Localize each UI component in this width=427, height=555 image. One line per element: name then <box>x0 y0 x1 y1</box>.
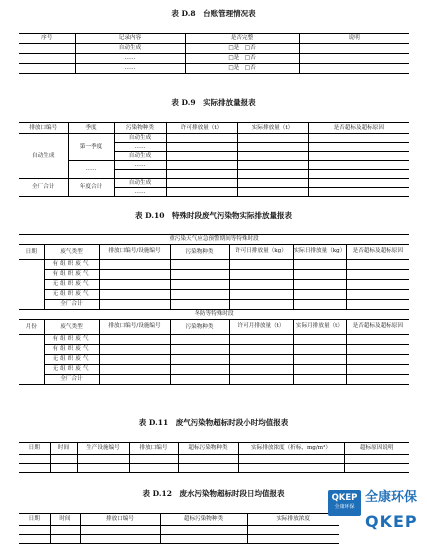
cell <box>229 300 293 310</box>
cell <box>166 134 237 143</box>
cell <box>293 335 346 345</box>
outlet-cell: 自动生成 <box>19 134 68 179</box>
cell <box>308 188 409 197</box>
gas-type-cell: 无组织废气 <box>44 355 99 365</box>
table-row <box>19 464 409 473</box>
cell <box>308 152 409 161</box>
table-d9 <box>19 122 409 197</box>
cell <box>99 335 170 345</box>
cell <box>308 134 409 143</box>
cell <box>293 345 346 355</box>
header-cell: 超标污染物种类 <box>178 443 238 455</box>
cell <box>170 260 229 270</box>
header-cell: 实际排放浓度 <box>247 514 339 526</box>
cell: 自动生成 <box>114 152 166 161</box>
logo-mark-top: QKEP <box>331 493 358 503</box>
cell <box>170 270 229 280</box>
table-d11 <box>19 442 409 473</box>
table-d9-caption: 表 D.9 实际排放量报表 <box>171 98 256 107</box>
header-cell: 说明 <box>299 34 409 44</box>
cell <box>346 270 409 280</box>
header-cell: 时间 <box>50 443 77 455</box>
cell <box>114 170 166 179</box>
cell <box>170 345 229 355</box>
header-cell: 排放口编号/设施编号 <box>99 245 170 260</box>
cell: …… <box>75 54 185 64</box>
checkbox-yes[interactable]: □是 <box>228 65 240 72</box>
header-cell: 记录内容 <box>75 34 185 44</box>
cell <box>99 355 170 365</box>
header-cell: 序号 <box>19 34 75 44</box>
cell <box>293 260 346 270</box>
cell <box>19 44 75 54</box>
logo-name-cn: 全康环保 <box>365 490 418 505</box>
cell <box>170 300 229 310</box>
cell <box>308 161 409 170</box>
header-cell: 许可月排放量（t） <box>229 320 293 335</box>
checkbox-no[interactable]: □否 <box>244 55 256 62</box>
cell <box>308 170 409 179</box>
cell <box>170 375 229 385</box>
cell <box>19 64 75 74</box>
cell <box>229 345 293 355</box>
cell <box>346 280 409 290</box>
header-cell: 实际排放浓度（折标，mg/m³） <box>238 443 344 455</box>
table-row <box>19 44 409 54</box>
header-cell: 废气类型 <box>44 245 99 260</box>
cell <box>293 290 346 300</box>
cell <box>346 355 409 365</box>
checkbox-yes[interactable]: □是 <box>228 45 240 52</box>
header-cell: 污染物种类 <box>170 245 229 260</box>
cell <box>99 365 170 375</box>
cell <box>293 365 346 375</box>
header-cell: 季度 <box>68 123 114 134</box>
total-cell: 全厂合计 <box>44 375 99 385</box>
cell <box>293 270 346 280</box>
gas-type-cell: 有组织废气 <box>44 345 99 355</box>
header-cell: 实际日排放量（kg） <box>293 245 346 260</box>
header-cell: 超标原因说明 <box>344 443 409 455</box>
gas-type-cell: 有组织废气 <box>44 270 99 280</box>
logo-name-en: QKEP <box>365 512 418 531</box>
table-d8-caption: 表 D.8 台账管理情况表 <box>171 9 256 18</box>
header-cell: 实际排放量（t） <box>237 123 308 134</box>
gas-type-cell: 无组织废气 <box>44 365 99 375</box>
header-cell: 是否超标及超标原因 <box>346 245 409 260</box>
table-row <box>19 455 409 464</box>
cell <box>170 290 229 300</box>
cell <box>166 170 237 179</box>
table-d11-caption: 表 D.11 废气污染物超标时段小时均值报表 <box>138 418 289 427</box>
total-cell: 全厂合计 <box>44 300 99 310</box>
cell <box>166 179 237 188</box>
header-cell: 日期 <box>19 514 50 526</box>
checkbox-no[interactable]: □否 <box>244 45 256 52</box>
cell <box>299 44 409 54</box>
header-cell: 日期 <box>19 443 50 455</box>
cell <box>237 188 308 197</box>
cell <box>99 280 170 290</box>
table-row <box>19 64 409 74</box>
cell <box>229 355 293 365</box>
cell <box>346 365 409 375</box>
quarter-cell: …… <box>68 161 114 179</box>
header-cell: 日期 <box>19 245 44 260</box>
header-cell: 许可日排放量（kg） <box>229 245 293 260</box>
cell: …… <box>75 64 185 74</box>
table-d12-caption: 表 D.12 废水污染物超标时段日均值报表 <box>142 489 285 498</box>
header-cell: 污染物种类 <box>114 123 166 134</box>
cell <box>237 161 308 170</box>
header-cell: 污染物种类 <box>170 320 229 335</box>
checkbox-cell[interactable] <box>185 64 299 74</box>
header-cell: 月份 <box>19 320 44 335</box>
cell <box>99 270 170 280</box>
header-cell: 实际月排放量（t） <box>293 320 346 335</box>
header-cell: 许可排放量（t） <box>166 123 237 134</box>
total-cell: 全厂合计 <box>19 179 68 197</box>
cell <box>19 54 75 64</box>
header-cell: 生产设施编号 <box>77 443 129 455</box>
qkep-logo-mark <box>328 490 361 516</box>
cell <box>99 345 170 355</box>
cell <box>19 335 44 385</box>
cell: …… <box>114 161 166 170</box>
cell <box>99 290 170 300</box>
cell <box>293 355 346 365</box>
cell <box>346 345 409 355</box>
logo-mark-bottom: 全康环保 <box>334 504 355 510</box>
cell <box>299 54 409 64</box>
header-cell: 是否超标及超标原因 <box>308 123 409 134</box>
cell <box>346 290 409 300</box>
quarter-cell: 第一季度 <box>68 134 114 161</box>
header-cell: 废气类型 <box>44 320 99 335</box>
cell <box>170 335 229 345</box>
cell: …… <box>114 188 166 197</box>
cell <box>170 365 229 375</box>
header-cell: 是否超标及超标原因 <box>346 320 409 335</box>
cell <box>346 375 409 385</box>
cell: …… <box>114 143 166 152</box>
gas-type-cell: 无组织废气 <box>44 290 99 300</box>
header-cell: 时间 <box>50 514 80 526</box>
brand-watermark <box>328 490 425 552</box>
cell <box>293 375 346 385</box>
cell <box>237 179 308 188</box>
cell <box>237 170 308 179</box>
cell <box>229 365 293 375</box>
section-banner: 重污染天气应急预警期间等特殊时段 <box>19 235 409 245</box>
cell <box>229 335 293 345</box>
cell <box>229 290 293 300</box>
cell <box>237 152 308 161</box>
checkbox-no[interactable]: □否 <box>244 65 256 72</box>
cell <box>229 270 293 280</box>
table-row <box>19 526 339 535</box>
cell <box>166 161 237 170</box>
gas-type-cell: 有组织废气 <box>44 335 99 345</box>
cell <box>170 355 229 365</box>
table-d8 <box>19 33 409 74</box>
cell <box>99 375 170 385</box>
header-cell: 是否完整 <box>185 34 299 44</box>
cell <box>166 143 237 152</box>
gas-type-cell: 有组织废气 <box>44 260 99 270</box>
annual-cell: 年度合计 <box>68 179 114 197</box>
cell <box>293 300 346 310</box>
section-banner: 冬防等特殊时段 <box>19 310 409 320</box>
cell <box>19 260 44 310</box>
checkbox-yes[interactable]: □是 <box>228 55 240 62</box>
table-d10 <box>19 234 409 385</box>
cell <box>308 143 409 152</box>
cell <box>346 335 409 345</box>
cell <box>346 300 409 310</box>
header-cell: 排放口编号 <box>129 443 178 455</box>
cell <box>170 280 229 290</box>
table-d10-caption: 表 D.10 特殊时段废气污染物实际排放量报表 <box>135 211 292 220</box>
table-d12 <box>19 513 339 544</box>
cell: 自动生成 <box>114 134 166 143</box>
cell <box>229 375 293 385</box>
checkbox-cell[interactable] <box>185 44 299 54</box>
table-row <box>19 54 409 64</box>
cell: 自动生成 <box>75 44 185 54</box>
cell <box>237 134 308 143</box>
cell <box>166 188 237 197</box>
header-cell: 排放口编号 <box>19 123 68 134</box>
cell <box>166 152 237 161</box>
cell <box>99 300 170 310</box>
table-row <box>19 535 339 544</box>
cell <box>237 143 308 152</box>
header-cell: 超标污染物种类 <box>160 514 247 526</box>
cell <box>308 179 409 188</box>
cell <box>99 260 170 270</box>
cell: 自动生成 <box>114 179 166 188</box>
gas-type-cell: 无组织废气 <box>44 280 99 290</box>
cell <box>299 64 409 74</box>
checkbox-cell[interactable] <box>185 54 299 64</box>
cell <box>229 260 293 270</box>
cell <box>229 280 293 290</box>
header-cell: 排放口编号 <box>80 514 160 526</box>
cell <box>293 280 346 290</box>
header-cell: 排放口编号/设施编号 <box>99 320 170 335</box>
cell <box>346 260 409 270</box>
